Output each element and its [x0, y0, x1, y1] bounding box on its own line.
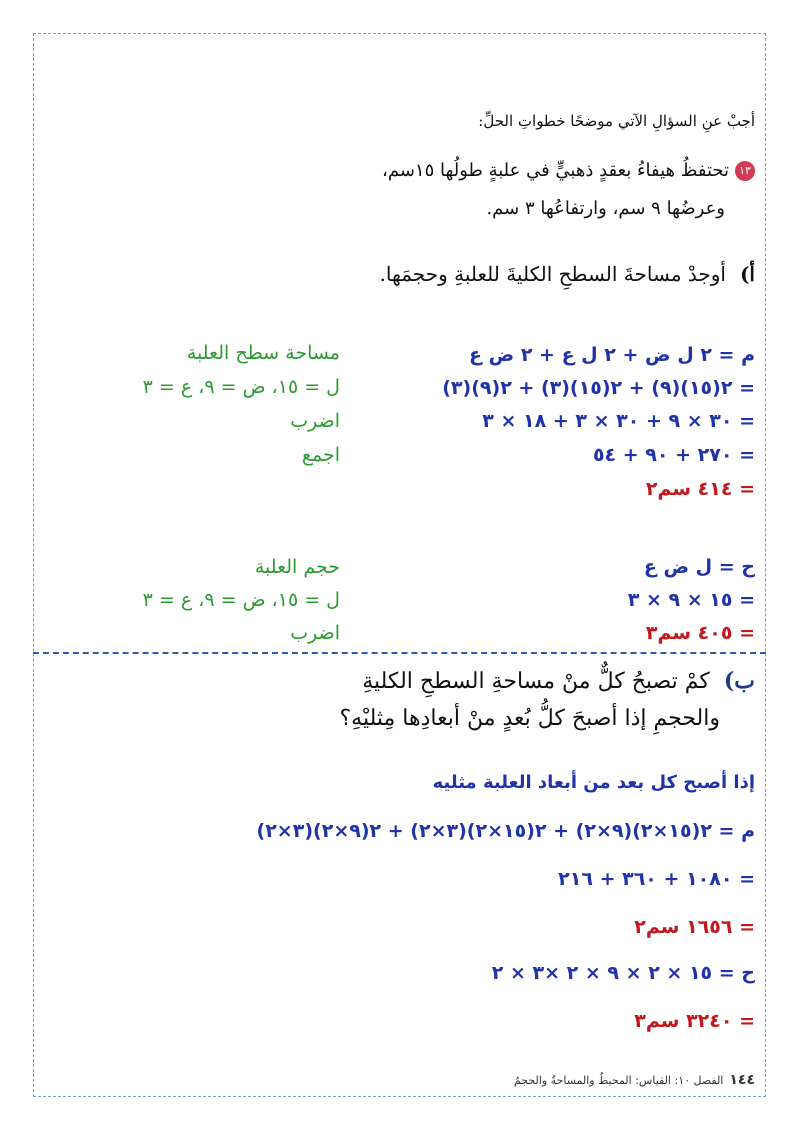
volume-note-values: ل = ١٥، ض = ٩، ع = ٣ — [142, 589, 340, 611]
area-step-3: = ٣٠ × ٩ + ٣٠ × ٣ + ١٨ × ٣ — [482, 410, 755, 432]
instruction-text: أجبْ عنِ السؤالِ الآتي موضحًا خطواتِ الحلِّ: — [478, 112, 755, 130]
part-b-step-2: = ١٠٨٠ + ٣٦٠ + ٢١٦ — [558, 868, 755, 890]
part-b-step-1: م = ٢(١٥×٢)(٩×٢) + ٢(١٥×٢)(٣×٢) + ٢(٩×٢)(٣×٢) — [256, 820, 755, 842]
area-note-add: اجمع — [301, 444, 340, 466]
part-b-volume-result: = ٣٢٤٠ سم٣ — [634, 1010, 755, 1032]
volume-note-title: حجم العلبة — [254, 556, 340, 578]
part-b-step-4: ح = ١٥ × ٢ × ٩ × ٢ ×٣ × ٢ — [491, 962, 755, 984]
section-divider — [33, 652, 766, 654]
part-b-heading: إذا أصبح كل بعد من أبعاد العلبة مثليه — [432, 772, 755, 793]
volume-step-2: = ١٥ × ٩ × ٣ — [627, 589, 755, 611]
part-a-question: أ)أوجدْ مساحةَ السطحِ الكليةَ للعلبةِ وحجمَها. — [379, 262, 755, 286]
part-a-label: أ) — [739, 262, 755, 286]
page-footer — [514, 1072, 755, 1088]
part-b-question-line-1: ب)كمْ تصبحُ كلٌّ منْ مساحةِ السطحِ الكليةِ — [362, 668, 755, 694]
area-note-values: ل = ١٥، ض = ٩، ع = ٣ — [142, 376, 340, 398]
page-number: ١٤٤ — [729, 1072, 755, 1088]
problem-line-2: وعرضُها ٩ سم، وارتفاعُها ٣ سم. — [486, 198, 725, 219]
area-note-title: مساحة سطح العلبة — [186, 342, 340, 364]
problem-line-1: ١٣تحتفظُ هيفاءُ بعقدٍ ذهبيٍّ في علبةٍ طولُها ١٥سم، — [382, 160, 755, 181]
part-b-question-line-2: والحجمِ إذا أصبحَ كلُّ بُعدٍ منْ أبعادِها مِثليْهِ؟ — [339, 706, 720, 731]
part-b-label: ب) — [723, 668, 755, 694]
area-step-4: = ٢٧٠ + ٩٠ + ٥٤ — [592, 444, 755, 466]
area-note-multiply: اضرب — [290, 410, 340, 432]
area-step-2: = ٢(١٥)(٩) + ٢(١٥)(٣) + ٢(٩)(٣) — [442, 377, 755, 399]
part-b-area-result: = ١٦٥٦ سم٢ — [634, 916, 755, 938]
chapter-title: الفصل ١٠: القياس: المحيطُ والمساحةُ والحجمُ — [513, 1074, 724, 1087]
volume-note-multiply: اضرب — [290, 622, 340, 644]
area-result: = ٤١٤ سم٢ — [645, 478, 755, 500]
volume-result: = ٤٠٥ سم٣ — [645, 622, 755, 644]
volume-step-1: ح = ل ض ع — [643, 556, 755, 578]
problem-number-badge: ١٣ — [735, 161, 755, 181]
area-step-1: م = ٢ ل ض + ٢ ل ع + ٢ ض ع — [469, 344, 755, 366]
